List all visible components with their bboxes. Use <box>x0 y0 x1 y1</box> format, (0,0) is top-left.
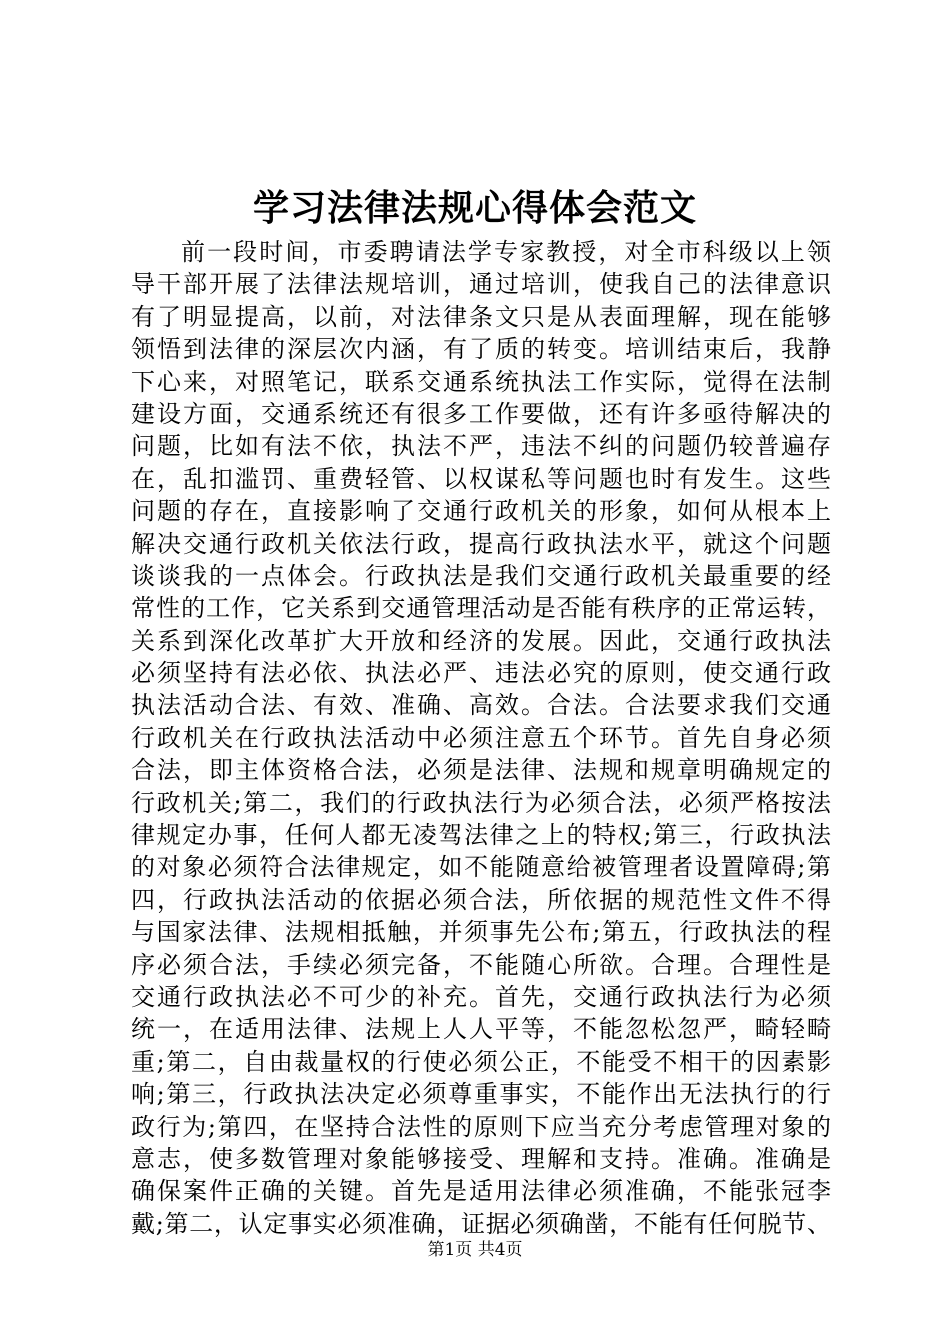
body-line: 响;第三，行政执法决定必须尊重事实，不能作出无法执行的行 <box>131 1080 831 1109</box>
body-line: 在，乱扣滥罚、重费轻管、以权谋私等问题也时有发生。这些 <box>131 464 831 493</box>
body-line: 问题的存在，直接影响了交通行政机关的形象，如何从根本上 <box>131 497 831 526</box>
body-line: 行政机关;第二，我们的行政执法行为必须合法，必须严格按法 <box>131 788 831 817</box>
body-line: 意志，使多数管理对象能够接受、理解和支持。准确。准确是 <box>131 1144 831 1173</box>
body-line: 有了明显提高，以前，对法律条文只是从表面理解，现在能够 <box>131 302 831 331</box>
page-number: 第1页 共4页 <box>427 1240 523 1260</box>
body-line: 交通行政执法必不可少的补充。首先，交通行政执法行为必须 <box>131 982 831 1011</box>
body-line: 导干部开展了法律法规培训，通过培训，使我自己的法律意识 <box>131 270 831 299</box>
body-line: 政行为;第四，在坚持合法性的原则下应当充分考虑管理对象的 <box>131 1112 831 1141</box>
body-line: 常性的工作，它关系到交通管理活动是否能有秩序的正常运转， <box>131 594 831 623</box>
body-line: 建设方面，交通系统还有很多工作要做，还有许多亟待解决的 <box>131 399 831 428</box>
body-line: 解决交通行政机关依法行政，提高行政执法水平，就这个问题 <box>131 529 831 558</box>
body-line: 四，行政执法活动的依据必须合法，所依据的规范性文件不得 <box>131 885 831 914</box>
body-line: 序必须合法，手续必须完备，不能随心所欲。合理。合理性是 <box>131 950 831 979</box>
body-line: 戴;第二，认定事实必须准确，证据必须确凿，不能有任何脱节、 <box>131 1209 831 1238</box>
body-line: 统一，在适用法律、法规上人人平等，不能忽松忽严，畸轻畸 <box>131 1015 831 1044</box>
body-line: 必须坚持有法必依、执法必严、违法必究的原则，使交通行政 <box>131 659 831 688</box>
body-line: 关系到深化改革扩大开放和经济的发展。因此，交通行政执法 <box>131 626 831 655</box>
body-line: 行政机关在行政执法活动中必须注意五个环节。首先自身必须 <box>131 723 831 752</box>
document-body <box>131 236 831 1240</box>
body-line: 的对象必须符合法律规定，如不能随意给被管理者设置障碍;第 <box>131 853 831 882</box>
body-line: 谈谈我的一点体会。行政执法是我们交通行政机关最重要的经 <box>131 561 831 590</box>
body-line: 合法，即主体资格合法，必须是法律、法规和规章明确规定的 <box>131 756 831 785</box>
body-line: 领悟到法律的深层次内涵，有了质的转变。培训结束后，我静 <box>131 335 831 364</box>
page-footer <box>0 1238 950 1262</box>
body-line: 问题，比如有法不依，执法不严，违法不纠的问题仍较普遍存 <box>131 432 831 461</box>
body-line: 前一段时间，市委聘请法学专家教授，对全市科级以上领 <box>181 238 831 266</box>
document-title: 学习法律法规心得体会范文 <box>252 187 697 229</box>
body-line: 与国家法律、法规相抵触，并须事先公布;第五，行政执法的程 <box>131 918 831 947</box>
body-line: 重;第二，自由裁量权的行使必须公正，不能受不相干的因素影 <box>131 1047 831 1076</box>
body-line: 确保案件正确的关键。首先是适用法律必须准确，不能张冠李 <box>131 1177 831 1206</box>
body-line: 律规定办事，任何人都无凌驾法律之上的特权;第三，行政执法 <box>131 821 831 850</box>
body-line: 下心来，对照笔记，联系交通系统执法工作实际，觉得在法制 <box>131 367 831 396</box>
body-line: 执法活动合法、有效、准确、高效。合法。合法要求我们交通 <box>131 691 831 720</box>
